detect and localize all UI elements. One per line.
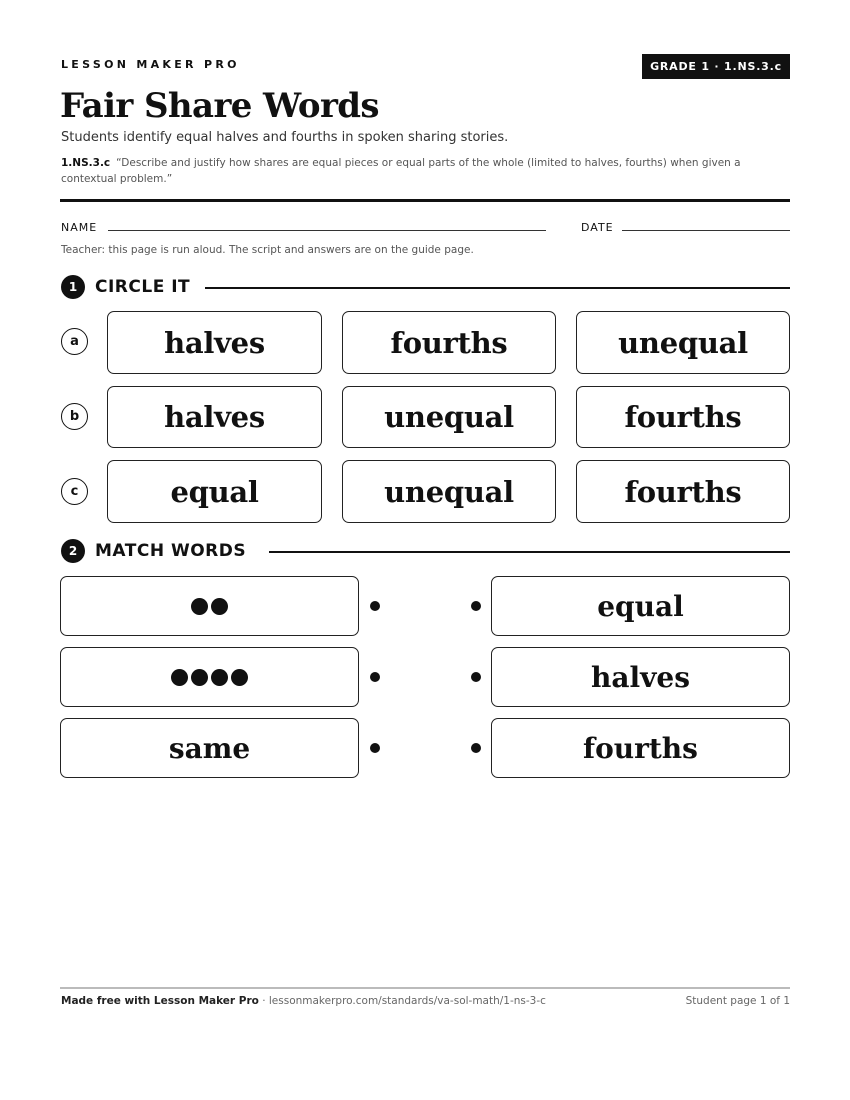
circle-option[interactable]: fourths: [342, 311, 556, 374]
dots-group: [191, 598, 228, 615]
row-letter-c: c: [61, 478, 88, 505]
standard-code: 1.NS.3.c: [61, 157, 111, 169]
footer-credit: [61, 995, 546, 1007]
section-circle-it-header: [61, 275, 790, 299]
footer-page-number: Student page 1 of 1: [685, 995, 790, 1007]
connector-dot[interactable]: [370, 601, 380, 611]
circle-option[interactable]: unequal: [342, 460, 556, 523]
page-subtitle: Students identify equal halves and fourths in spoken sharing stories.: [61, 130, 509, 145]
match-left-word: same: [168, 731, 251, 765]
section-rule: [205, 287, 790, 289]
dots-group: [171, 669, 248, 686]
footer-divider: [60, 987, 790, 989]
connector-dot[interactable]: [471, 743, 481, 753]
brand-name: LESSON MAKER PRO: [61, 58, 240, 71]
circle-option[interactable]: unequal: [576, 311, 790, 374]
match-right-item[interactable]: equal: [491, 576, 790, 636]
dot-mark: [211, 669, 228, 686]
circle-option[interactable]: unequal: [342, 386, 556, 448]
standard-description: [61, 155, 781, 187]
name-label: NAME: [61, 221, 98, 234]
match-left-item[interactable]: [60, 647, 359, 707]
date-label: DATE: [581, 221, 614, 234]
row-letter-a: a: [61, 328, 88, 355]
dot-mark: [231, 669, 248, 686]
dot-mark: [191, 598, 208, 615]
dot-mark: [171, 669, 188, 686]
connector-dot[interactable]: [370, 743, 380, 753]
circle-option[interactable]: fourths: [576, 460, 790, 523]
section-title: MATCH WORDS: [95, 541, 247, 561]
footer-url[interactable]: · lessonmakerpro.com/standards/va-sol-math/1-ns-3-c: [258, 995, 546, 1007]
match-right-item[interactable]: halves: [491, 647, 790, 707]
match-right-item[interactable]: fourths: [491, 718, 790, 778]
circle-option[interactable]: fourths: [576, 386, 790, 448]
grade-badge: GRADE 1 · 1.NS.3.c: [642, 54, 790, 79]
standard-text: “Describe and justify how shares are equal pieces or equal parts of the whole (limited to halves, fourths) when given a contextual problem.”: [61, 157, 741, 185]
connector-dot[interactable]: [471, 601, 481, 611]
circle-option[interactable]: equal: [107, 460, 322, 523]
dot-mark: [211, 598, 228, 615]
dot-mark: [191, 669, 208, 686]
section-match-words-header: [61, 539, 790, 563]
header-divider: [60, 199, 790, 202]
circle-option[interactable]: halves: [107, 311, 322, 374]
date-field[interactable]: [622, 230, 790, 231]
footer-made-with: Made free with Lesson Maker Pro: [61, 995, 259, 1007]
match-left-item[interactable]: [60, 576, 359, 636]
row-letter-b: b: [61, 403, 88, 430]
name-field[interactable]: [108, 230, 546, 231]
section-number: 2: [61, 539, 85, 563]
page-title: Fair Share Words: [60, 86, 379, 126]
section-title: CIRCLE IT: [95, 277, 191, 297]
section-number: 1: [61, 275, 85, 299]
connector-dot[interactable]: [370, 672, 380, 682]
connector-dot[interactable]: [471, 672, 481, 682]
circle-option[interactable]: halves: [107, 386, 322, 448]
teacher-note: Teacher: this page is run aloud. The script and answers are on the guide page.: [61, 244, 474, 256]
section-rule: [269, 551, 790, 553]
match-left-item[interactable]: [60, 718, 359, 778]
